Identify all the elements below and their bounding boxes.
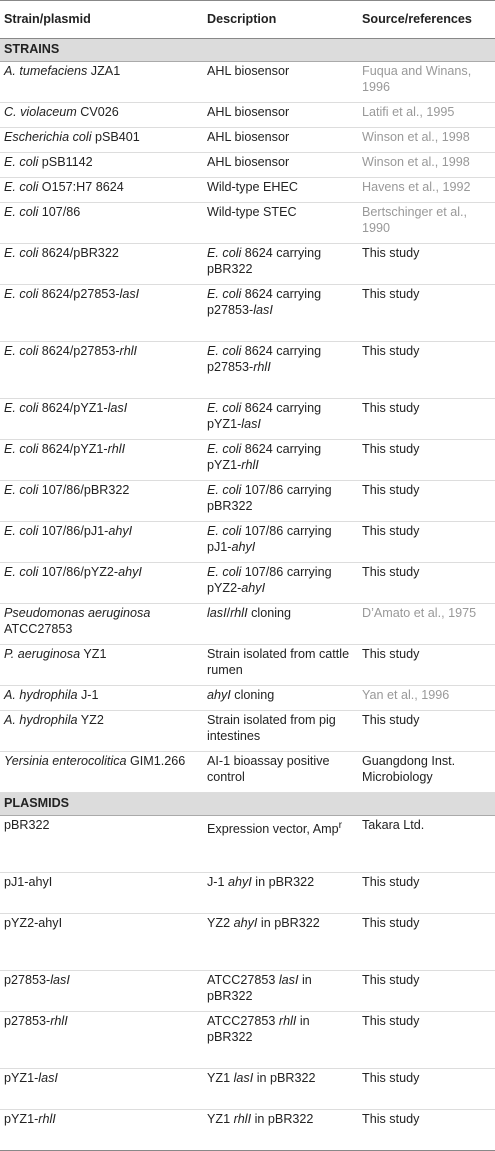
- table-row: [0, 816, 495, 873]
- table-row: [0, 399, 495, 440]
- strain-name-cell: P. aeruginosa YZ1: [0, 645, 203, 686]
- description-cell: E. coli 107/86 carrying pYZ2-ahyI: [203, 563, 358, 604]
- source-cell: This study: [358, 522, 495, 563]
- description-cell: Wild-type EHEC: [203, 178, 358, 203]
- description-cell: AHL biosensor: [203, 103, 358, 128]
- description-cell: Strain isolated from pig intestines: [203, 711, 358, 752]
- table-row: [0, 203, 495, 244]
- table-row: [0, 645, 495, 686]
- description-cell: ATCC27853 lasI in pBR322: [203, 971, 358, 1012]
- source-cell: This study: [358, 563, 495, 604]
- source-cell: Bertschinger et al., 1990: [358, 203, 495, 244]
- strain-name-cell: E. coli 8624/pBR322: [0, 244, 203, 285]
- description-cell: E. coli 8624 carrying pBR322: [203, 244, 358, 285]
- strain-name-cell: E. coli O157:H7 8624: [0, 178, 203, 203]
- table-row: [0, 604, 495, 645]
- table-row: [0, 481, 495, 522]
- description-cell: Strain isolated from cattle rumen: [203, 645, 358, 686]
- table-body: [0, 39, 495, 1151]
- table-row: [0, 522, 495, 563]
- description-cell: E. coli 107/86 carrying pBR322: [203, 481, 358, 522]
- source-cell: This study: [358, 481, 495, 522]
- strain-name-cell: pYZ1-lasI: [0, 1069, 203, 1110]
- source-cell: Havens et al., 1992: [358, 178, 495, 203]
- source-cell: This study: [358, 244, 495, 285]
- table-row: [0, 914, 495, 971]
- strain-name-cell: pJ1-ahyI: [0, 873, 203, 914]
- header-description: Description: [203, 1, 358, 39]
- table-row: [0, 128, 495, 153]
- section-title: PLASMIDS: [0, 793, 495, 816]
- table-row: [0, 563, 495, 604]
- source-cell: D’Amato et al., 1975: [358, 604, 495, 645]
- table-row: [0, 178, 495, 203]
- description-cell: ATCC27853 rhlI in pBR322: [203, 1012, 358, 1069]
- strain-name-cell: E. coli pSB1142: [0, 153, 203, 178]
- source-cell: This study: [358, 711, 495, 752]
- description-cell: Wild-type STEC: [203, 203, 358, 244]
- table-row: [0, 686, 495, 711]
- description-cell: E. coli 107/86 carrying pJ1-ahyI: [203, 522, 358, 563]
- strain-name-cell: A. hydrophila YZ2: [0, 711, 203, 752]
- source-cell: This study: [358, 1012, 495, 1069]
- table-row: [0, 285, 495, 342]
- description-cell: E. coli 8624 carrying pYZ1-rhlI: [203, 440, 358, 481]
- strain-name-cell: Yersinia enterocolitica GIM1.266: [0, 752, 203, 793]
- description-cell: AHL biosensor: [203, 153, 358, 178]
- table-row: [0, 244, 495, 285]
- description-cell: Expression vector, Amp$^r$: [203, 816, 358, 873]
- description-cell: AHL biosensor: [203, 128, 358, 153]
- strain-name-cell: E. coli 8624/p27853-lasI: [0, 285, 203, 342]
- table-row: [0, 103, 495, 128]
- strain-name-cell: pYZ2-ahyI: [0, 914, 203, 971]
- header-row: [0, 1, 495, 39]
- strain-name-cell: A. hydrophila J-1: [0, 686, 203, 711]
- source-cell: Takara Ltd.: [358, 816, 495, 873]
- table-row: [0, 1012, 495, 1069]
- source-cell: This study: [358, 399, 495, 440]
- strain-name-cell: Escherichia coli pSB401: [0, 128, 203, 153]
- source-cell: This study: [358, 873, 495, 914]
- description-cell: AHL biosensor: [203, 62, 358, 103]
- description-cell: E. coli 8624 carrying p27853-rhlI: [203, 342, 358, 399]
- source-cell: Latifi et al., 1995: [358, 103, 495, 128]
- source-cell: This study: [358, 440, 495, 481]
- strain-name-cell: pYZ1-rhlI: [0, 1110, 203, 1151]
- table-row: [0, 153, 495, 178]
- strain-name-cell: p27853-rhlI: [0, 1012, 203, 1069]
- strain-name-cell: E. coli 107/86: [0, 203, 203, 244]
- strain-name-cell: C. violaceum CV026: [0, 103, 203, 128]
- strain-name-cell: E. coli 107/86/pJ1-ahyI: [0, 522, 203, 563]
- description-cell: E. coli 8624 carrying pYZ1-lasI: [203, 399, 358, 440]
- table-row: [0, 62, 495, 103]
- strain-name-cell: p27853-lasI: [0, 971, 203, 1012]
- source-cell: This study: [358, 914, 495, 971]
- description-cell: YZ2 ahyI in pBR322: [203, 914, 358, 971]
- section-header-plasmids: [0, 793, 495, 816]
- table-row: [0, 711, 495, 752]
- description-cell: E. coli 8624 carrying p27853-lasI: [203, 285, 358, 342]
- strain-name-cell: E. coli 8624/p27853-rhlI: [0, 342, 203, 399]
- source-cell: Guangdong Inst. Microbiology: [358, 752, 495, 793]
- source-cell: This study: [358, 285, 495, 342]
- section-title: STRAINS: [0, 39, 495, 62]
- table-row: [0, 342, 495, 399]
- description-cell: J-1 ahyI in pBR322: [203, 873, 358, 914]
- source-cell: Winson et al., 1998: [358, 153, 495, 178]
- header-source: Source/references: [358, 1, 495, 39]
- table-row: [0, 873, 495, 914]
- description-cell: YZ1 lasI in pBR322: [203, 1069, 358, 1110]
- strain-name-cell: E. coli 107/86/pBR322: [0, 481, 203, 522]
- description-cell: ahyI cloning: [203, 686, 358, 711]
- strain-name-cell: A. tumefaciens JZA1: [0, 62, 203, 103]
- strain-name-cell: E. coli 8624/pYZ1-lasI: [0, 399, 203, 440]
- table-row: [0, 1110, 495, 1151]
- strain-name-cell: Pseudomonas aeruginosa ATCC27853: [0, 604, 203, 645]
- strain-name-cell: E. coli 107/86/pYZ2-ahyI: [0, 563, 203, 604]
- table-row: [0, 971, 495, 1012]
- section-header-strains: [0, 39, 495, 62]
- strain-name-cell: pBR322: [0, 816, 203, 873]
- source-cell: This study: [358, 1110, 495, 1151]
- header-strain: Strain/plasmid: [0, 1, 203, 39]
- source-cell: Fuqua and Winans, 1996: [358, 62, 495, 103]
- source-cell: This study: [358, 971, 495, 1012]
- table-row: [0, 440, 495, 481]
- source-cell: Winson et al., 1998: [358, 128, 495, 153]
- description-cell: YZ1 rhlI in pBR322: [203, 1110, 358, 1151]
- description-cell: AI-1 bioassay positive control: [203, 752, 358, 793]
- table-row: [0, 752, 495, 793]
- source-cell: Yan et al., 1996: [358, 686, 495, 711]
- source-cell: This study: [358, 645, 495, 686]
- description-cell: lasI/rhlI cloning: [203, 604, 358, 645]
- source-cell: This study: [358, 342, 495, 399]
- strain-name-cell: E. coli 8624/pYZ1-rhlI: [0, 440, 203, 481]
- source-cell: This study: [358, 1069, 495, 1110]
